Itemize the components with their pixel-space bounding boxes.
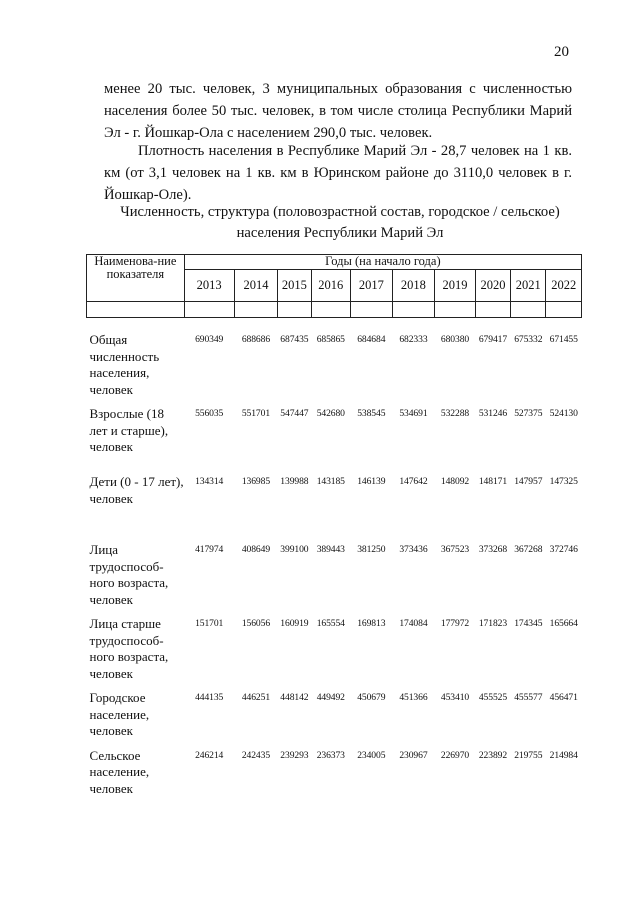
row-label: Взрослые (18 лет и старше), человек [89, 406, 169, 454]
value-cell: 675332 [514, 334, 543, 345]
value-cell: 367268 [514, 544, 543, 555]
value-cell: 160919 [280, 618, 309, 629]
value-cell: 373436 [399, 544, 428, 555]
value-cell: 174345 [514, 618, 543, 629]
year-header: 2017 [351, 270, 393, 302]
value-cell: 551701 [241, 408, 271, 419]
row-label: Общая численность населения, человек [89, 332, 160, 397]
value-cell: 455577 [514, 692, 543, 703]
value-cell: 556035 [195, 408, 224, 419]
table-title [100, 202, 580, 244]
table-row [87, 748, 582, 806]
value-cell: 389443 [316, 544, 345, 555]
value-cell: 444135 [195, 692, 224, 703]
value-cell: 679417 [478, 334, 508, 345]
value-cell: 151701 [195, 618, 224, 629]
row-label: Сельское население, человек [89, 747, 150, 796]
value-cell: 532288 [440, 408, 470, 419]
value-cell: 156056 [241, 618, 271, 629]
year-header: 2016 [311, 270, 351, 302]
value-cell: 381250 [357, 544, 386, 555]
blank-header-cell [511, 302, 546, 318]
value-cell: 146139 [357, 476, 386, 487]
blank-header-cell [87, 302, 185, 318]
value-cell: 451366 [399, 692, 428, 703]
row-label: Дети (0 - 17 лет), человек [89, 474, 184, 506]
value-cell: 450679 [357, 692, 386, 703]
value-cell: 165664 [549, 618, 578, 629]
value-cell: 456471 [549, 692, 578, 703]
value-cell: 139988 [280, 476, 309, 487]
year-header: 2020 [475, 270, 510, 302]
value-cell: 134314 [195, 476, 224, 487]
year-header: 2015 [278, 270, 311, 302]
paragraph-settlements: менее 20 тыс. человек, 3 муниципальных образования с численностью населения более 50 тыс. человек, в том числе столица Республики Марий Эл - г. Йошкар-Ола с населением 290,0 тыс. человек. [104, 81, 572, 141]
year-header: 2014 [234, 270, 278, 302]
row-label: Лица старше трудоспособ-ного возраста, человек [89, 616, 169, 681]
year-header: 2013 [184, 270, 234, 302]
value-cell: 373268 [478, 544, 508, 555]
value-cell: 682333 [399, 334, 428, 345]
value-cell: 242435 [241, 749, 271, 761]
table-row [87, 616, 582, 690]
value-cell: 223892 [478, 749, 508, 761]
year-header: 2021 [511, 270, 546, 302]
blank-header-cell [311, 302, 351, 318]
value-cell: 147642 [399, 476, 428, 487]
value-cell: 147325 [549, 476, 578, 487]
value-cell: 690349 [195, 334, 224, 345]
blank-header-cell [351, 302, 393, 318]
value-cell: 171823 [478, 618, 508, 629]
value-cell: 448142 [280, 692, 309, 703]
table-title-line-2: населения Республики Марий Эл [236, 225, 444, 241]
value-cell: 230967 [399, 749, 428, 761]
value-cell: 136985 [241, 476, 271, 487]
value-cell: 147957 [514, 476, 543, 487]
value-cell: 148092 [440, 476, 470, 487]
value-cell: 367523 [440, 544, 470, 555]
value-cell: 214984 [549, 749, 578, 761]
value-cell: 534691 [399, 408, 428, 419]
paragraph-density: Плотность населения в Республике Марий Эл - 28,7 человек на 1 кв. км (от 3,1 человек на 1 кв. км в Юринском районе до 3110,0 человек в г. Йошкар-Оле). [104, 143, 572, 203]
value-cell: 234005 [357, 749, 386, 761]
year-header: 2019 [435, 270, 476, 302]
table-row [87, 406, 582, 474]
value-cell: 236373 [316, 749, 345, 761]
value-cell: 687435 [280, 334, 309, 345]
value-cell: 165554 [316, 618, 345, 629]
year-header: 2018 [392, 270, 435, 302]
blank-header-cell [392, 302, 435, 318]
value-cell: 531246 [478, 408, 508, 419]
value-cell: 685865 [316, 334, 345, 345]
value-cell: 148171 [478, 476, 508, 487]
row-label: Городское население, человек [89, 690, 150, 738]
blank-header-cell [475, 302, 510, 318]
year-header: 2022 [546, 270, 582, 302]
blank-header-cell [546, 302, 582, 318]
population-table [86, 254, 582, 806]
value-cell: 143185 [316, 476, 345, 487]
value-cell: 174084 [399, 618, 428, 629]
value-cell: 671455 [549, 334, 578, 345]
value-cell: 408649 [241, 544, 271, 555]
value-cell: 177972 [440, 618, 470, 629]
value-cell: 417974 [195, 544, 224, 555]
value-cell: 547447 [280, 408, 309, 419]
value-cell: 527375 [514, 408, 543, 419]
blank-header-cell [184, 302, 234, 318]
blank-header-cell [234, 302, 278, 318]
value-cell: 239293 [280, 749, 309, 761]
table-row [87, 690, 582, 748]
table-row [87, 474, 582, 542]
value-cell: 169813 [357, 618, 386, 629]
value-cell: 446251 [241, 692, 271, 703]
value-cell: 680380 [440, 334, 470, 345]
value-cell: 246214 [195, 749, 224, 761]
years-group-header: Годы (на начало года) [184, 255, 581, 270]
value-cell: 524130 [549, 408, 578, 419]
value-cell: 684684 [357, 334, 386, 345]
label-column-header: Наименова-ние показателя [87, 255, 185, 302]
table-row [87, 332, 582, 406]
table-row [87, 542, 582, 616]
value-cell: 399100 [280, 544, 309, 555]
value-cell: 542680 [316, 408, 345, 419]
blank-header-cell [278, 302, 311, 318]
value-cell: 219755 [514, 749, 543, 761]
row-label: Лица трудоспособ-ного возраста, человек [89, 542, 169, 607]
blank-header-cell [435, 302, 476, 318]
value-cell: 455525 [478, 692, 508, 703]
value-cell: 453410 [440, 692, 470, 703]
value-cell: 538545 [357, 408, 386, 419]
table-title-line-1: Численность, структура (половозрастной состав, городское / сельское) [120, 204, 560, 220]
value-cell: 449492 [316, 692, 345, 703]
page-number: 20 [554, 44, 569, 60]
value-cell: 226970 [440, 749, 470, 761]
value-cell: 688686 [241, 334, 271, 345]
value-cell: 372746 [549, 544, 578, 555]
